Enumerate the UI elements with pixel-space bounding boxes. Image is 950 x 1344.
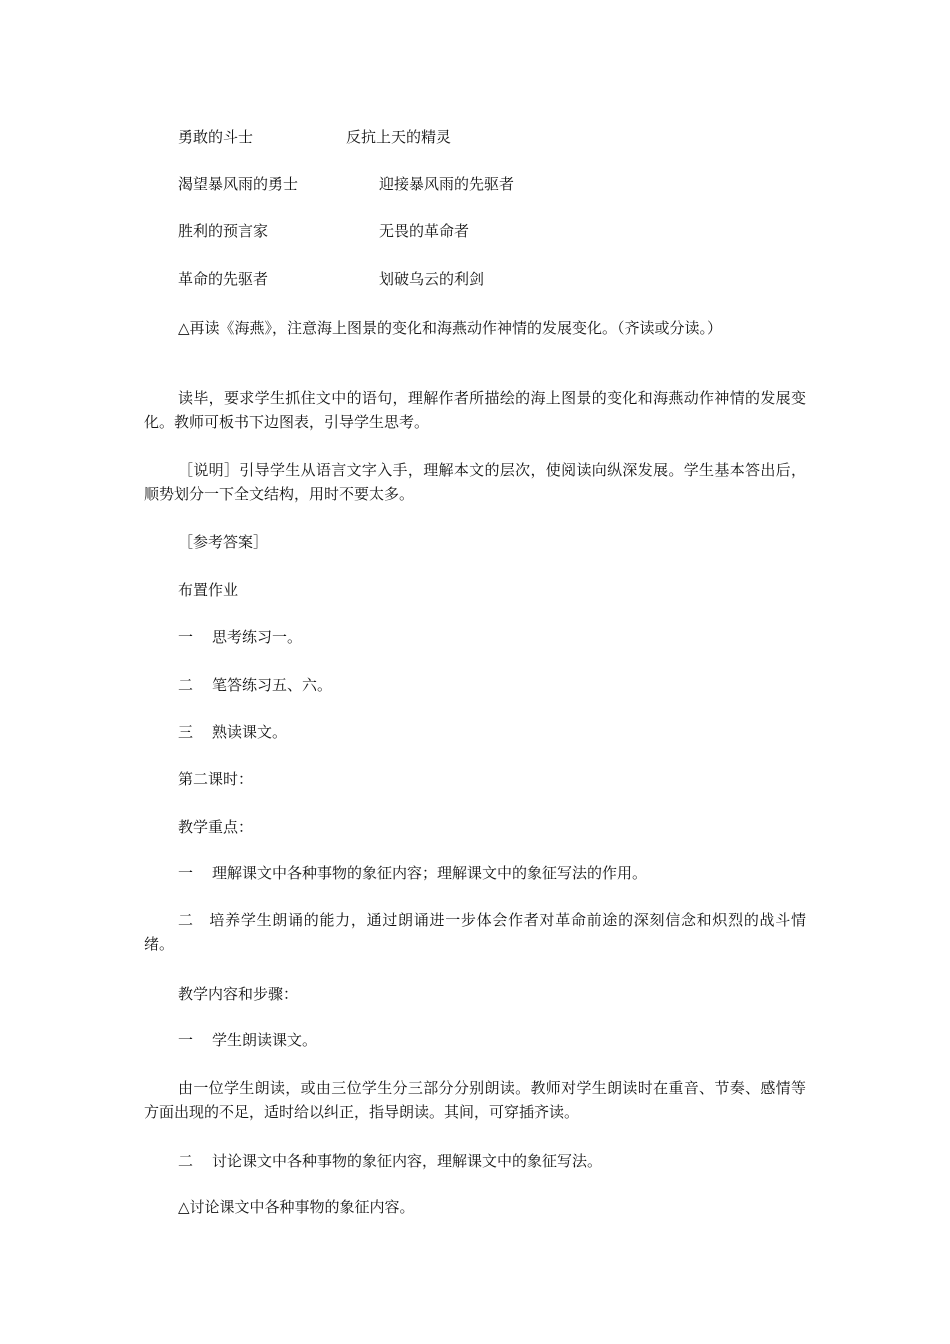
- homework-title: 布置作业: [178, 581, 239, 599]
- item-text: 学生朗读课文。: [212, 1031, 318, 1049]
- pair-left: 勇敢的斗士: [178, 128, 254, 146]
- reread-paragraph: △再读《海燕》，注意海上图景的变化和海燕动作神情的发展变化。（齐读或分读。）: [178, 319, 723, 337]
- item-text: 熟读课文。: [212, 723, 288, 741]
- pair-left: 胜利的预言家: [178, 222, 269, 240]
- item-text: 理解课文中各种事物的象征内容；理解课文中的象征写法的作用。: [212, 864, 648, 882]
- item-text: 笔答练习五、六。: [212, 676, 333, 694]
- item-number: 一: [178, 864, 194, 882]
- discuss-line: △讨论课文中各种事物的象征内容。: [178, 1198, 415, 1216]
- item-number: 一: [178, 1031, 194, 1049]
- item-number: 一: [178, 628, 194, 646]
- explanation-paragraph: ［说明］引导学生从语言文字入手，理解本文的层次，使阅读向纵深发展。学生基本答出后，顺势划分一下全文结构，用时不要太多。: [144, 461, 806, 503]
- steps-title: 教学内容和步骤：: [178, 985, 299, 1003]
- reference-answer-label: ［参考答案］: [178, 533, 269, 551]
- pair-right: 划破乌云的利剑: [379, 270, 485, 288]
- pair-left: 渴望暴风雨的勇士: [178, 175, 299, 193]
- after-reading-paragraph: 读毕，要求学生抓住文中的语句，理解作者所描绘的海上图景的变化和海燕动作神情的发展变化。教师可板书下边图表，引导学生思考。: [144, 389, 806, 431]
- homework-item: [178, 626, 302, 648]
- homework-item: [178, 674, 332, 696]
- item-number: 二: [178, 1152, 194, 1170]
- step-one-detail: 由一位学生朗读，或由三位学生分三部分分别朗读。教师对学生朗读时在重音、节奏、感情等方面出现的不足，适时给以纠正，指导朗读。其间，可穿插齐读。: [144, 1079, 806, 1121]
- item-number: 三: [178, 723, 194, 741]
- pair-right: 反抗上天的精灵: [346, 128, 452, 146]
- focus-item-two: 二 培养学生朗诵的能力，通过朗诵进一步体会作者对革命前途的深刻信念和炽烈的战斗情绪。: [144, 911, 806, 953]
- homework-item: [178, 721, 287, 743]
- focus-item: [178, 862, 647, 884]
- step-item: [178, 1029, 317, 1051]
- item-text: 思考练习一。: [212, 628, 303, 646]
- lesson-two-heading: 第二课时：: [178, 770, 254, 788]
- pair-right: 无畏的革命者: [379, 222, 470, 240]
- focus-title: 教学重点：: [178, 818, 254, 836]
- step-item: [178, 1150, 602, 1172]
- pair-right: 迎接暴风雨的先驱者: [379, 175, 515, 193]
- item-number: 二: [178, 676, 194, 694]
- item-text: 讨论课文中各种事物的象征内容，理解课文中的象征写法。: [212, 1152, 603, 1170]
- pair-left: 革命的先驱者: [178, 270, 269, 288]
